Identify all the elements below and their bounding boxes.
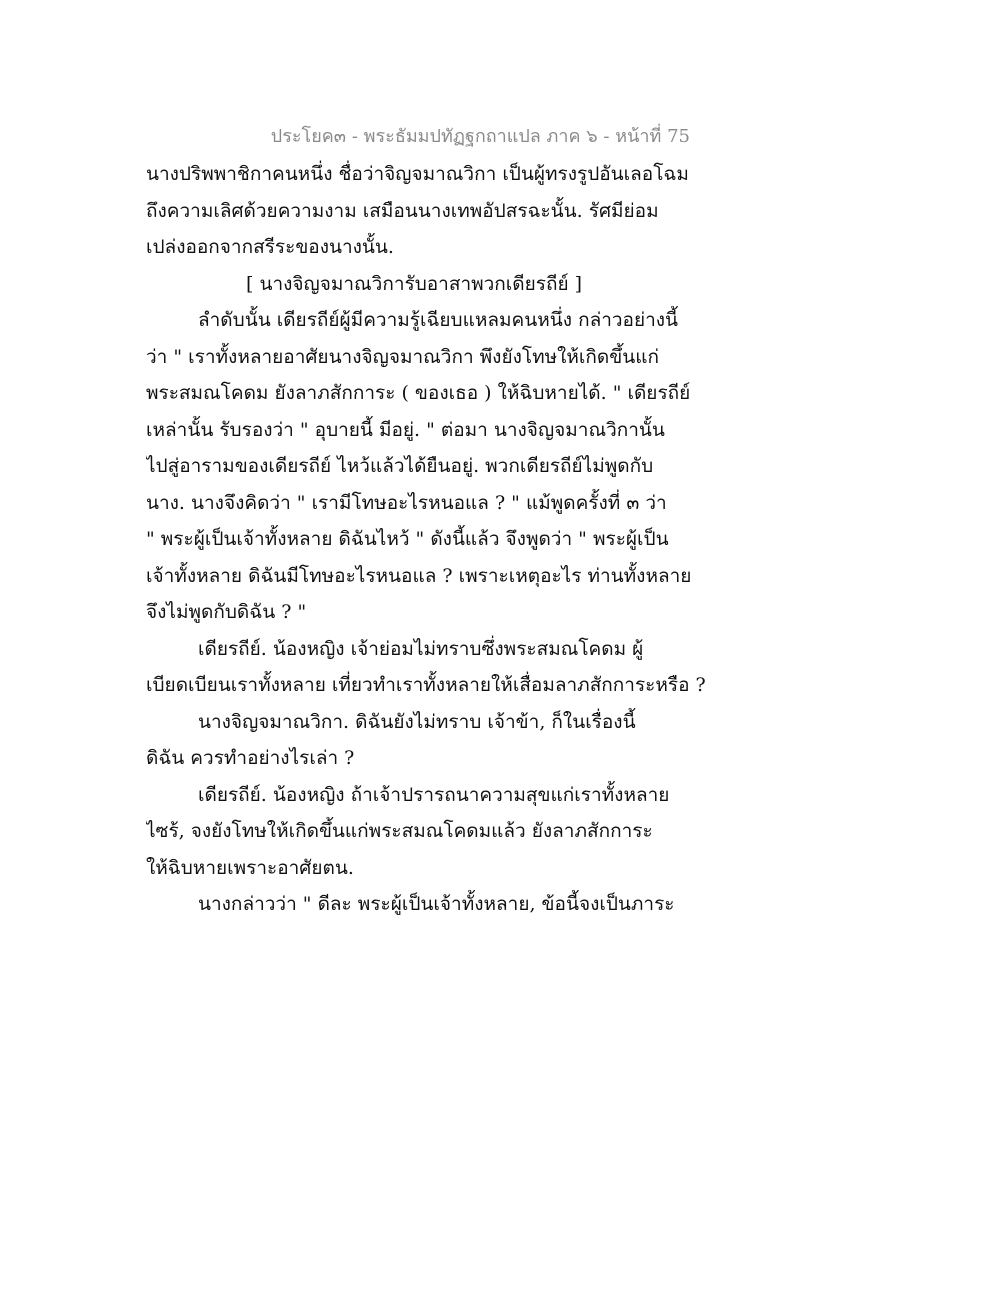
text-line: ว่า " เราทั้งหลายอาศัยนางจิญจมาณวิกา พึงยังโทษให้เกิดขึ้นแก่ [146,345,659,368]
text-line: ลำดับนั้น เดียรถีย์ผู้มีความรู้เฉียบแหลมคนหนึ่ง กล่าวอย่างนี้ [198,309,679,331]
text-line: จึงไม่พูดกับดิฉัน ? " [146,601,307,623]
text-line: ถึงความเลิศด้วยความงาม เสมือนนางเทพอัปสรฉะนั้น. รัศมีย่อม [146,199,659,222]
text-line: ให้ฉิบหายเพราะอาศัยตน. [146,856,354,879]
text-line: นางกล่าวว่า " ดีละ พระผู้เป็นเจ้าทั้งหลาย, ข้อนี้จงเป็นภาระ [198,893,675,915]
text-line: นาง. นางจึงคิดว่า " เรามีโทษอะไรหนอแล ? " แม้พูดครั้งที่ ๓ ว่า [146,491,667,514]
page-header: ประโยค๓ - พระธัมมปทัฏฐกถาแปล ภาค ๖ - หน้าที่ 75 [270,126,690,147]
text-line: เหล่านั้น รับรองว่า " อุบายนี้ มีอยู่. " ต่อมา นางจิญจมาณวิกานั้น [146,418,665,441]
text-line: เจ้าทั้งหลาย ดิฉันมีโทษอะไรหนอแล ? เพราะเหตุอะไร ท่านทั้งหลาย [146,564,692,587]
text-line: พระสมณโคดม ยังลาภสักการะ ( ของเธอ ) ให้ฉิบหายได้. " เดียรถีย์ [146,382,691,404]
text-line: เดียรถีย์. น้องหญิง เจ้าย่อมไม่ทราบซึ่งพระสมณโคดม ผู้ [198,637,644,660]
text-line: ดิฉัน ควรทำอย่างไรเล่า ? [146,747,355,769]
text-line: นางจิญจมาณวิกา. ดิฉันยังไม่ทราบ เจ้าข้า, ก็ในเรื่องนี้ [198,710,636,733]
text-line: " พระผู้เป็นเจ้าทั้งหลาย ดิฉันไหว้ " ดังนี้แล้ว จึงพูดว่า " พระผู้เป็น [146,528,669,550]
text-line: เดียรถีย์. น้องหญิง ถ้าเจ้าปรารถนาความสุขแก่เราทั้งหลาย [198,783,670,806]
text-line: ไปสู่อารามของเดียรถีย์ ไหว้แล้วได้ยืนอยู่. พวกเดียรถีย์ไม่พูดกับ [146,455,654,477]
text-line: ไซร้, จงยังโทษให้เกิดขึ้นแก่พระสมณโคดมแล้ว ยังลาภสักการะ [146,820,653,842]
text-line: เปล่งออกจากสรีระของนางนั้น. [146,236,394,258]
text-line: เบียดเบียนเราทั้งหลาย เที่ยวทำเราทั้งหลายให้เสื่อมลาภสักการะหรือ ? [146,674,706,696]
body-text [146,156,706,923]
text-line: นางปริพพาชิกาคนหนึ่ง ชื่อว่าจิญจมาณวิกา เป็นผู้ทรงรูปอันเลอโฉม [146,163,689,185]
section-heading: [ นางจิญจมาณวิการับอาสาพวกเดียรถีย์ ] [246,272,583,295]
